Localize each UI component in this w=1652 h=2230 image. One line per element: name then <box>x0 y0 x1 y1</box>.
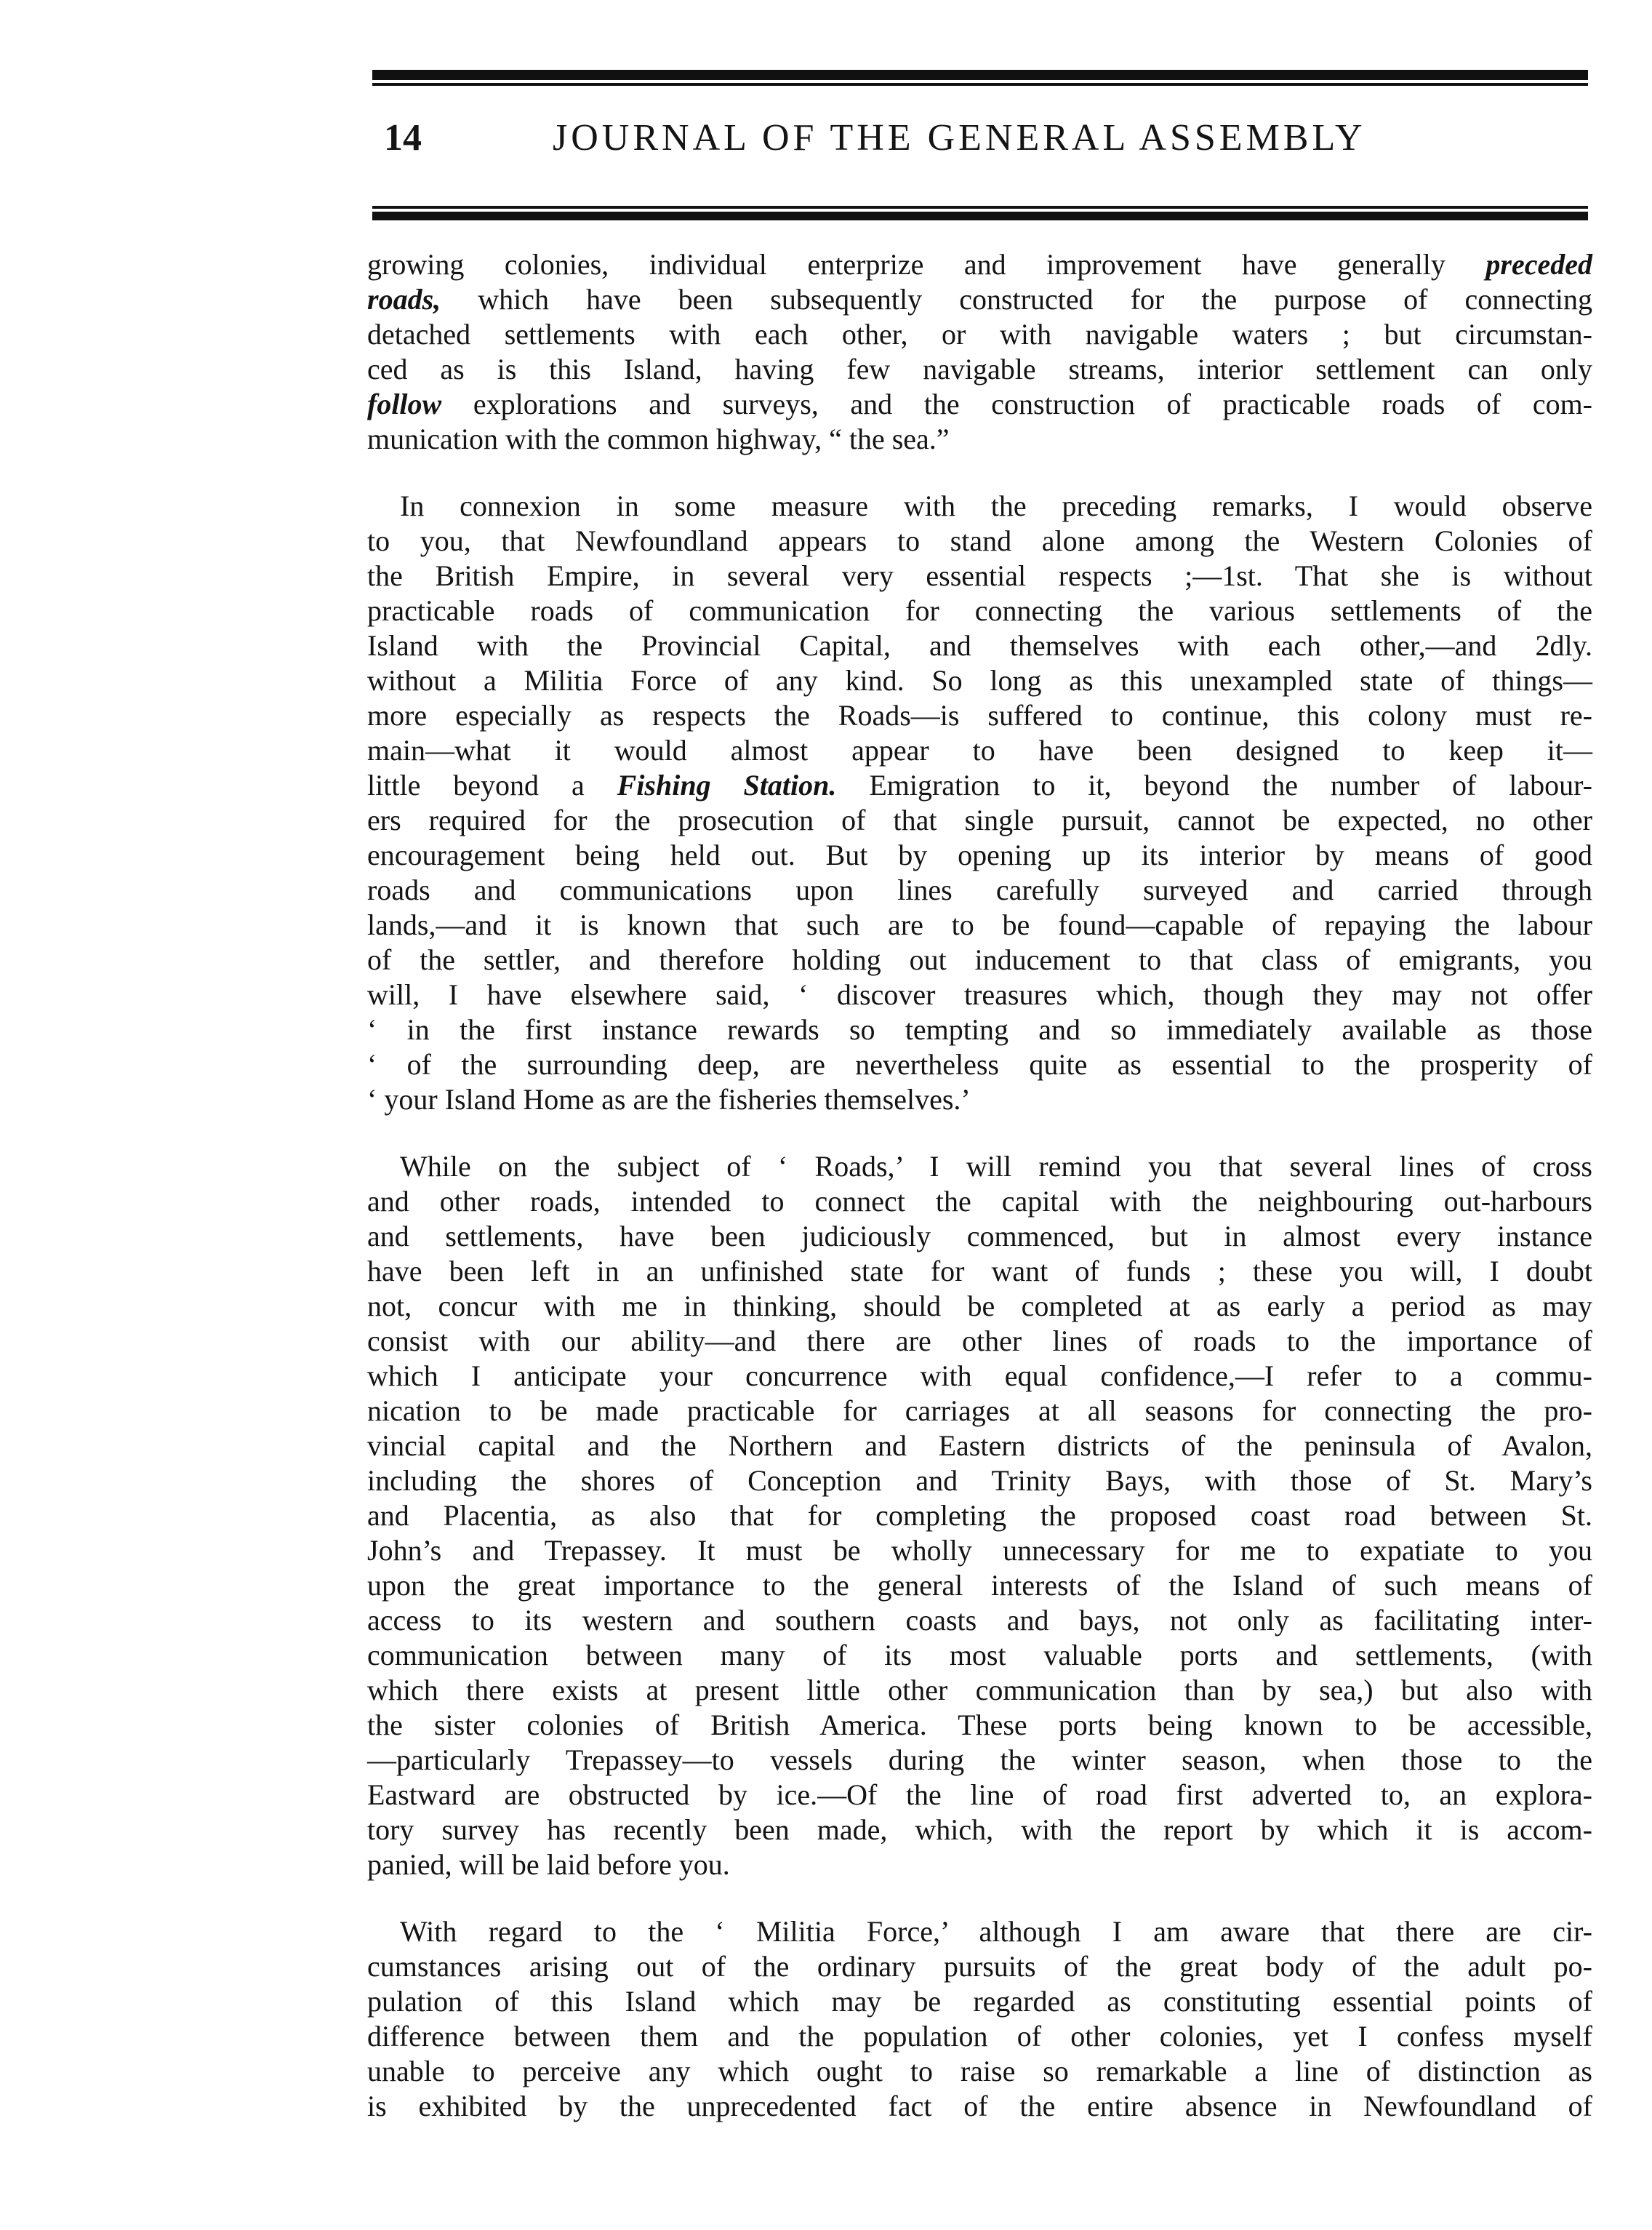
text-line: access to its western and southern coasts and bays, not only as facilitating inter- <box>367 1604 1592 1636</box>
text-line: roads, which have been subsequently constructed for the purpose of connecting <box>367 283 1593 316</box>
text-line: Island with the Provincial Capital, and themselves with each other,—and 2dly. <box>367 629 1592 662</box>
text-line: ced as is this Island, having few navigable streams, interior settlement can only <box>367 353 1592 385</box>
text-line: not, concur with me in thinking, should be completed at as early a period as may <box>367 1290 1592 1322</box>
text-line: lands,—and it is known that such are to be found—capable of repaying the labour <box>367 908 1592 941</box>
paragraph-2 <box>367 489 1592 1117</box>
paragraph-3 <box>367 1149 1592 1882</box>
header-rule-top-thin <box>372 83 1588 86</box>
text-line: —particularly Trepassey—to vessels during the winter season, when those to the <box>367 1743 1592 1776</box>
text-line: pulation of this Island which may be regarded as constituting essential points of <box>367 1985 1592 2018</box>
text-line: will, I have elsewhere said, ‘ discover treasures which, though they may not offer <box>367 978 1592 1011</box>
text-line: upon the great importance to the general interests of the Island of such means of <box>367 1569 1592 1602</box>
text-line: Eastward are obstructed by ice.—Of the line of road first adverted to, an explora- <box>367 1778 1592 1811</box>
text-line: roads and communications upon lines carefully surveyed and carried through <box>367 874 1592 906</box>
text-line: vincial capital and the Northern and Eastern districts of the peninsula of Avalon, <box>367 1429 1592 1462</box>
text-line: While on the subject of ‘ Roads,’ I will remind you that several lines of cross <box>400 1150 1592 1183</box>
text-line: growing colonies, individual enterprize and improvement have generally preceded <box>367 248 1593 281</box>
paragraph-4 <box>367 1914 1592 2124</box>
text-line: cumstances arising out of the ordinary pursuits of the great body of the adult po- <box>367 1950 1592 1983</box>
text-line: to you, that Newfoundland appears to stand alone among the Western Colonies of <box>367 524 1592 557</box>
text-line: the British Empire, in several very essential respects ;—1st. That she is without <box>367 559 1592 592</box>
text-line: John’s and Trepassey. It must be wholly unnecessary for me to expatiate to you <box>367 1534 1592 1567</box>
text-line: ‘ your Island Home as are the fisheries themselves.’ <box>367 1083 971 1116</box>
text-line: ers required for the prosecution of that single pursuit, cannot be expected, no other <box>367 804 1592 836</box>
text-line: detached settlements with each other, or with navigable waters ; but circumstan- <box>367 318 1592 351</box>
text-line: little beyond a Fishing Station. Emigration to it, beyond the number of labour- <box>367 769 1593 802</box>
header-rule-top-thick <box>372 70 1588 80</box>
body-text <box>367 247 1592 2124</box>
text-line: without a Militia Force of any kind. So long as this unexampled state of things— <box>367 664 1592 697</box>
text-line: have been left in an unfinished state for want of funds ; these you will, I doubt <box>367 1255 1592 1287</box>
text-line: In connexion in some measure with the preceding remarks, I would observe <box>400 489 1592 522</box>
text-line: ‘ of the surrounding deep, are nevertheless quite as essential to the prosperity of <box>367 1048 1592 1081</box>
header-rule-bottom-thin <box>372 206 1588 209</box>
text-line: consist with our ability—and there are other lines of roads to the importance of <box>367 1324 1592 1357</box>
text-line: ‘ in the first instance rewards so tempting and so immediately available as those <box>367 1013 1592 1046</box>
text-line: and other roads, intended to connect the capital with the neighbouring out-harbours <box>367 1185 1592 1218</box>
text-line: is exhibited by the unprecedented fact of the entire absence in Newfoundland of <box>367 2090 1592 2122</box>
text-line: difference between them and the population of other colonies, yet I confess myself <box>367 2020 1592 2053</box>
text-line: encouragement being held out. But by opening up its interior by means of good <box>367 839 1592 871</box>
text-line: and Placentia, as also that for completing the proposed coast road between St. <box>367 1499 1592 1532</box>
page-number: 14 <box>384 117 422 159</box>
paragraph-1 <box>367 247 1592 457</box>
text-line: of the settler, and therefore holding out inducement to that class of emigrants, you <box>367 943 1592 976</box>
text-line: which there exists at present little other communication than by sea,) but also with <box>367 1674 1592 1706</box>
text-line: munication with the common highway, “ the sea.” <box>367 423 950 455</box>
text-line: communication between many of its most valuable ports and settlements, (with <box>367 1639 1592 1671</box>
text-line: practicable roads of communication for connecting the various settlements of the <box>367 594 1592 627</box>
text-line: nication to be made practicable for carriages at all seasons for connecting the pro- <box>367 1394 1592 1427</box>
text-line: the sister colonies of British America. These ports being known to be accessible, <box>367 1709 1592 1741</box>
text-line: tory survey has recently been made, which, with the report by which it is accom- <box>367 1813 1592 1846</box>
text-line: main—what it would almost appear to have been designed to keep it— <box>367 734 1592 767</box>
text-line: unable to perceive any which ought to raise so remarkable a line of distinction as <box>367 2055 1592 2087</box>
text-line: and settlements, have been judiciously commenced, but in almost every instance <box>367 1220 1592 1252</box>
header-rule-bottom-thick <box>372 212 1588 220</box>
page-header <box>371 116 1589 175</box>
text-line: With regard to the ‘ Militia Force,’ although I am aware that there are cir- <box>400 1915 1592 1948</box>
text-line: follow explorations and surveys, and the construction of practicable roads of com- <box>367 388 1593 420</box>
running-head: JOURNAL OF THE GENERAL ASSEMBLY <box>553 117 1366 159</box>
text-line: more especially as respects the Roads—is suffered to continue, this colony must re- <box>367 699 1592 732</box>
text-line: which I anticipate your concurrence with equal confidence,—I refer to a commu- <box>367 1359 1592 1392</box>
text-line: including the shores of Conception and Trinity Bays, with those of St. Mary’s <box>367 1464 1592 1497</box>
text-line: panied, will be laid before you. <box>367 1848 730 1881</box>
